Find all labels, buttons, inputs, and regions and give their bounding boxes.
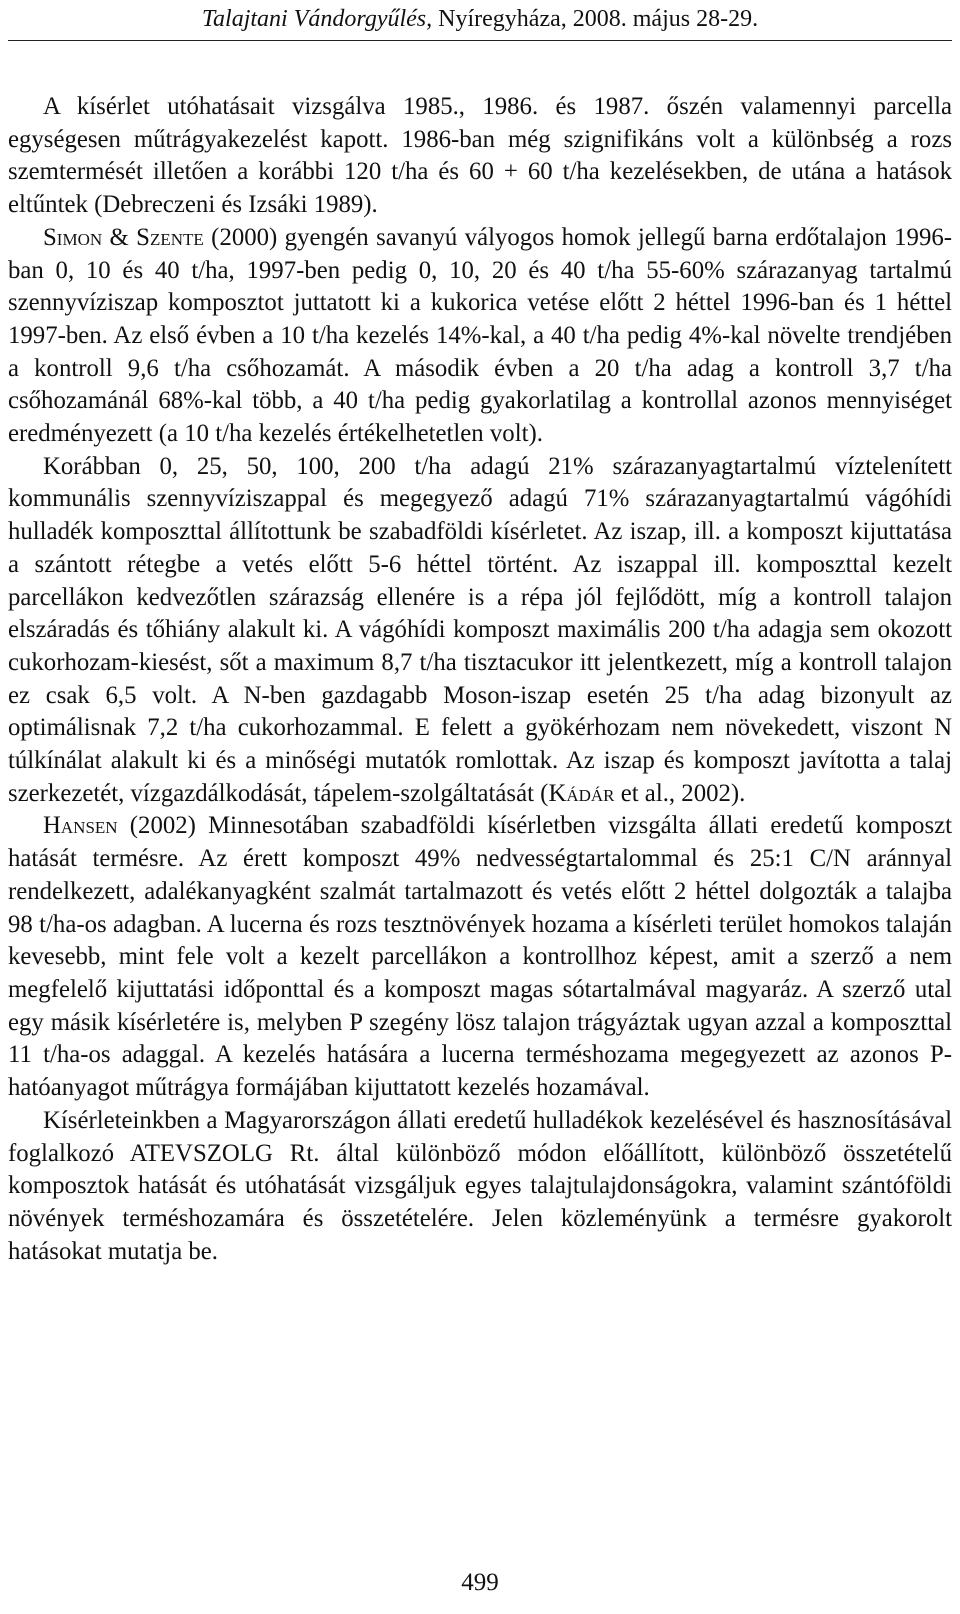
paragraph-1-text: A kísérlet utóhatásait vizsgálva 1985., 1986. és 1987. őszén valamennyi parcella egységesen műtrágyakezelést kapott. 1986-ban még szignifikáns volt a különbség a rozs szemtermését illetően a korábbi 120 t/ha és 60 + 60 t/ha kezelésekben, de utána a hatások eltűntek (Debreczeni és Izsáki 1989).: [8, 93, 952, 219]
paragraph-3-text: Korábban 0, 25, 50, 100, 200 t/ha adagú 21% szárazanyagtartalmú víztelenített kommunális szennyvíziszappal és megegyező adagú 71% szárazanyagtartalmú vágóhídi hulladék komposzttal állítottunk be szabadföldi kísérletet. Az iszap, ill. a komposzt kijuttatása a szántott rétegbe a vetés előtt 5-6 héttel történt. Az iszappal ill. komposzttal kezelt parcellákon kedvezőtlen szárazság ellenére is a répa jól fejlődött, míg a kontroll talajon elszáradás és tőhiány alakult ki. A vágóhídi komposzt maximális 200 t/ha adagja sem okozott cukorhozam-kiesést, sőt a maximum 8,7 t/ha tisztacukor itt jelentkezett, míg a kontroll talajon ez csak 6,5 volt. A N-ben gazdagabb Moson-iszap esetén 25 t/ha adag bizonyult az optimálisnak 7,2 t/ha cukorhozammal. E felett a gyökérhozam nem növekedett, viszont N túlkínálat alakult ki és a minőségi mutatók romlottak. Az iszap és komposzt javította a talaj szerkezetét, vízgazdálkodását, tápelem-szolgáltatását (: [8, 452, 952, 807]
paragraph-1: [8, 91, 952, 222]
article-body: [8, 91, 952, 1268]
header-divider: [8, 40, 952, 41]
paragraph-4: [8, 810, 952, 1104]
paragraph-2-text: (2000) gyengén savanyú vályogos homok jellegű barna erdőtalajon 1996-ban 0, 10 és 40 t/ha, 1997-ben pedig 0, 10, 20 és 40 t/ha 55-60% szárazanyag tartalmú szennyvíziszap komposztot juttatott ki a kukorica vetése előtt 2 héttel 1996-ban és 1 héttel 1997-ben. Az első évben a 10 t/ha kezelés 14%-kal, a 40 t/ha pedig 4%-kal növelte trendjében a kontroll 9,6 t/ha csőhozamát. A második évben a 20 t/ha adag a kontroll 3,7 t/ha csőhozamánál 68%-kal több, a 40 t/ha pedig gyakorlatilag a kontrollal azonos mennyiséget eredményezett (a 10 t/ha kezelés értékelhetetlen volt).: [8, 223, 952, 448]
page-number: 499: [461, 1569, 499, 1596]
header-location-date: Nyíregyháza, 2008. május 28-29.: [432, 6, 759, 32]
running-header: [0, 4, 960, 34]
citation-author-hansen: Hansen: [43, 812, 118, 840]
paragraph-3-tail: et al., 2002).: [614, 779, 746, 807]
paragraph-3: [8, 451, 952, 811]
citation-author-kadar: Kádár: [548, 779, 615, 807]
paragraph-4-text: (2002) Minnesotában szabadföldi kísérletben vizsgálta állati eredetű komposzt hatását termésre. Az érett komposzt 49% nedvességtartalommal és 25:1 C/N aránnyal rendelkezett, adalékanyagként szalmát tartalmazott és vetés előtt 2 héttel dolgozták a talajba 98 t/ha-os adagban. A lucerna és rozs tesztnövények hozama a kísérleti terület homokos talaján kevesebb, mint fele volt a kezelt parcellákon a kontrollhoz képest, amit a szerző a nem megfelelő kijuttatási időponttal és a komposzt magas sótartalmával magyaráz. A szerző utal egy másik kísérletére is, melyben P szegény lösz talajon trágyáztak ugyan azzal a komposzttal 11 t/ha-os adaggal. A kezelés hatására a lucerna terméshozama megegyezett az azonos P-hatóanyagot műtrágya formájában kijuttatott kezelés hozamával.: [8, 812, 952, 1102]
citation-author-simon-szente: Simon & Szente: [43, 223, 204, 251]
header-conference: Talajtani Vándorgyűlés,: [201, 6, 433, 32]
paragraph-5-text: Kísérleteinkben a Magyarországon állati eredetű hulladékok kezelésével és hasznosításával foglalkozó ATEVSZOLG Rt. által különböző módon előállított, különböző összetételű komposztok hatását és utóhatását vizsgáljuk egyes talajtulajdonságokra, valamint szántóföldi növények terméshozamára és összetételére. Jelen közleményünk a termésre gyakorolt hatásokat mutatja be.: [8, 1106, 952, 1265]
paragraph-5: [8, 1105, 952, 1269]
paragraph-2: [8, 222, 952, 451]
